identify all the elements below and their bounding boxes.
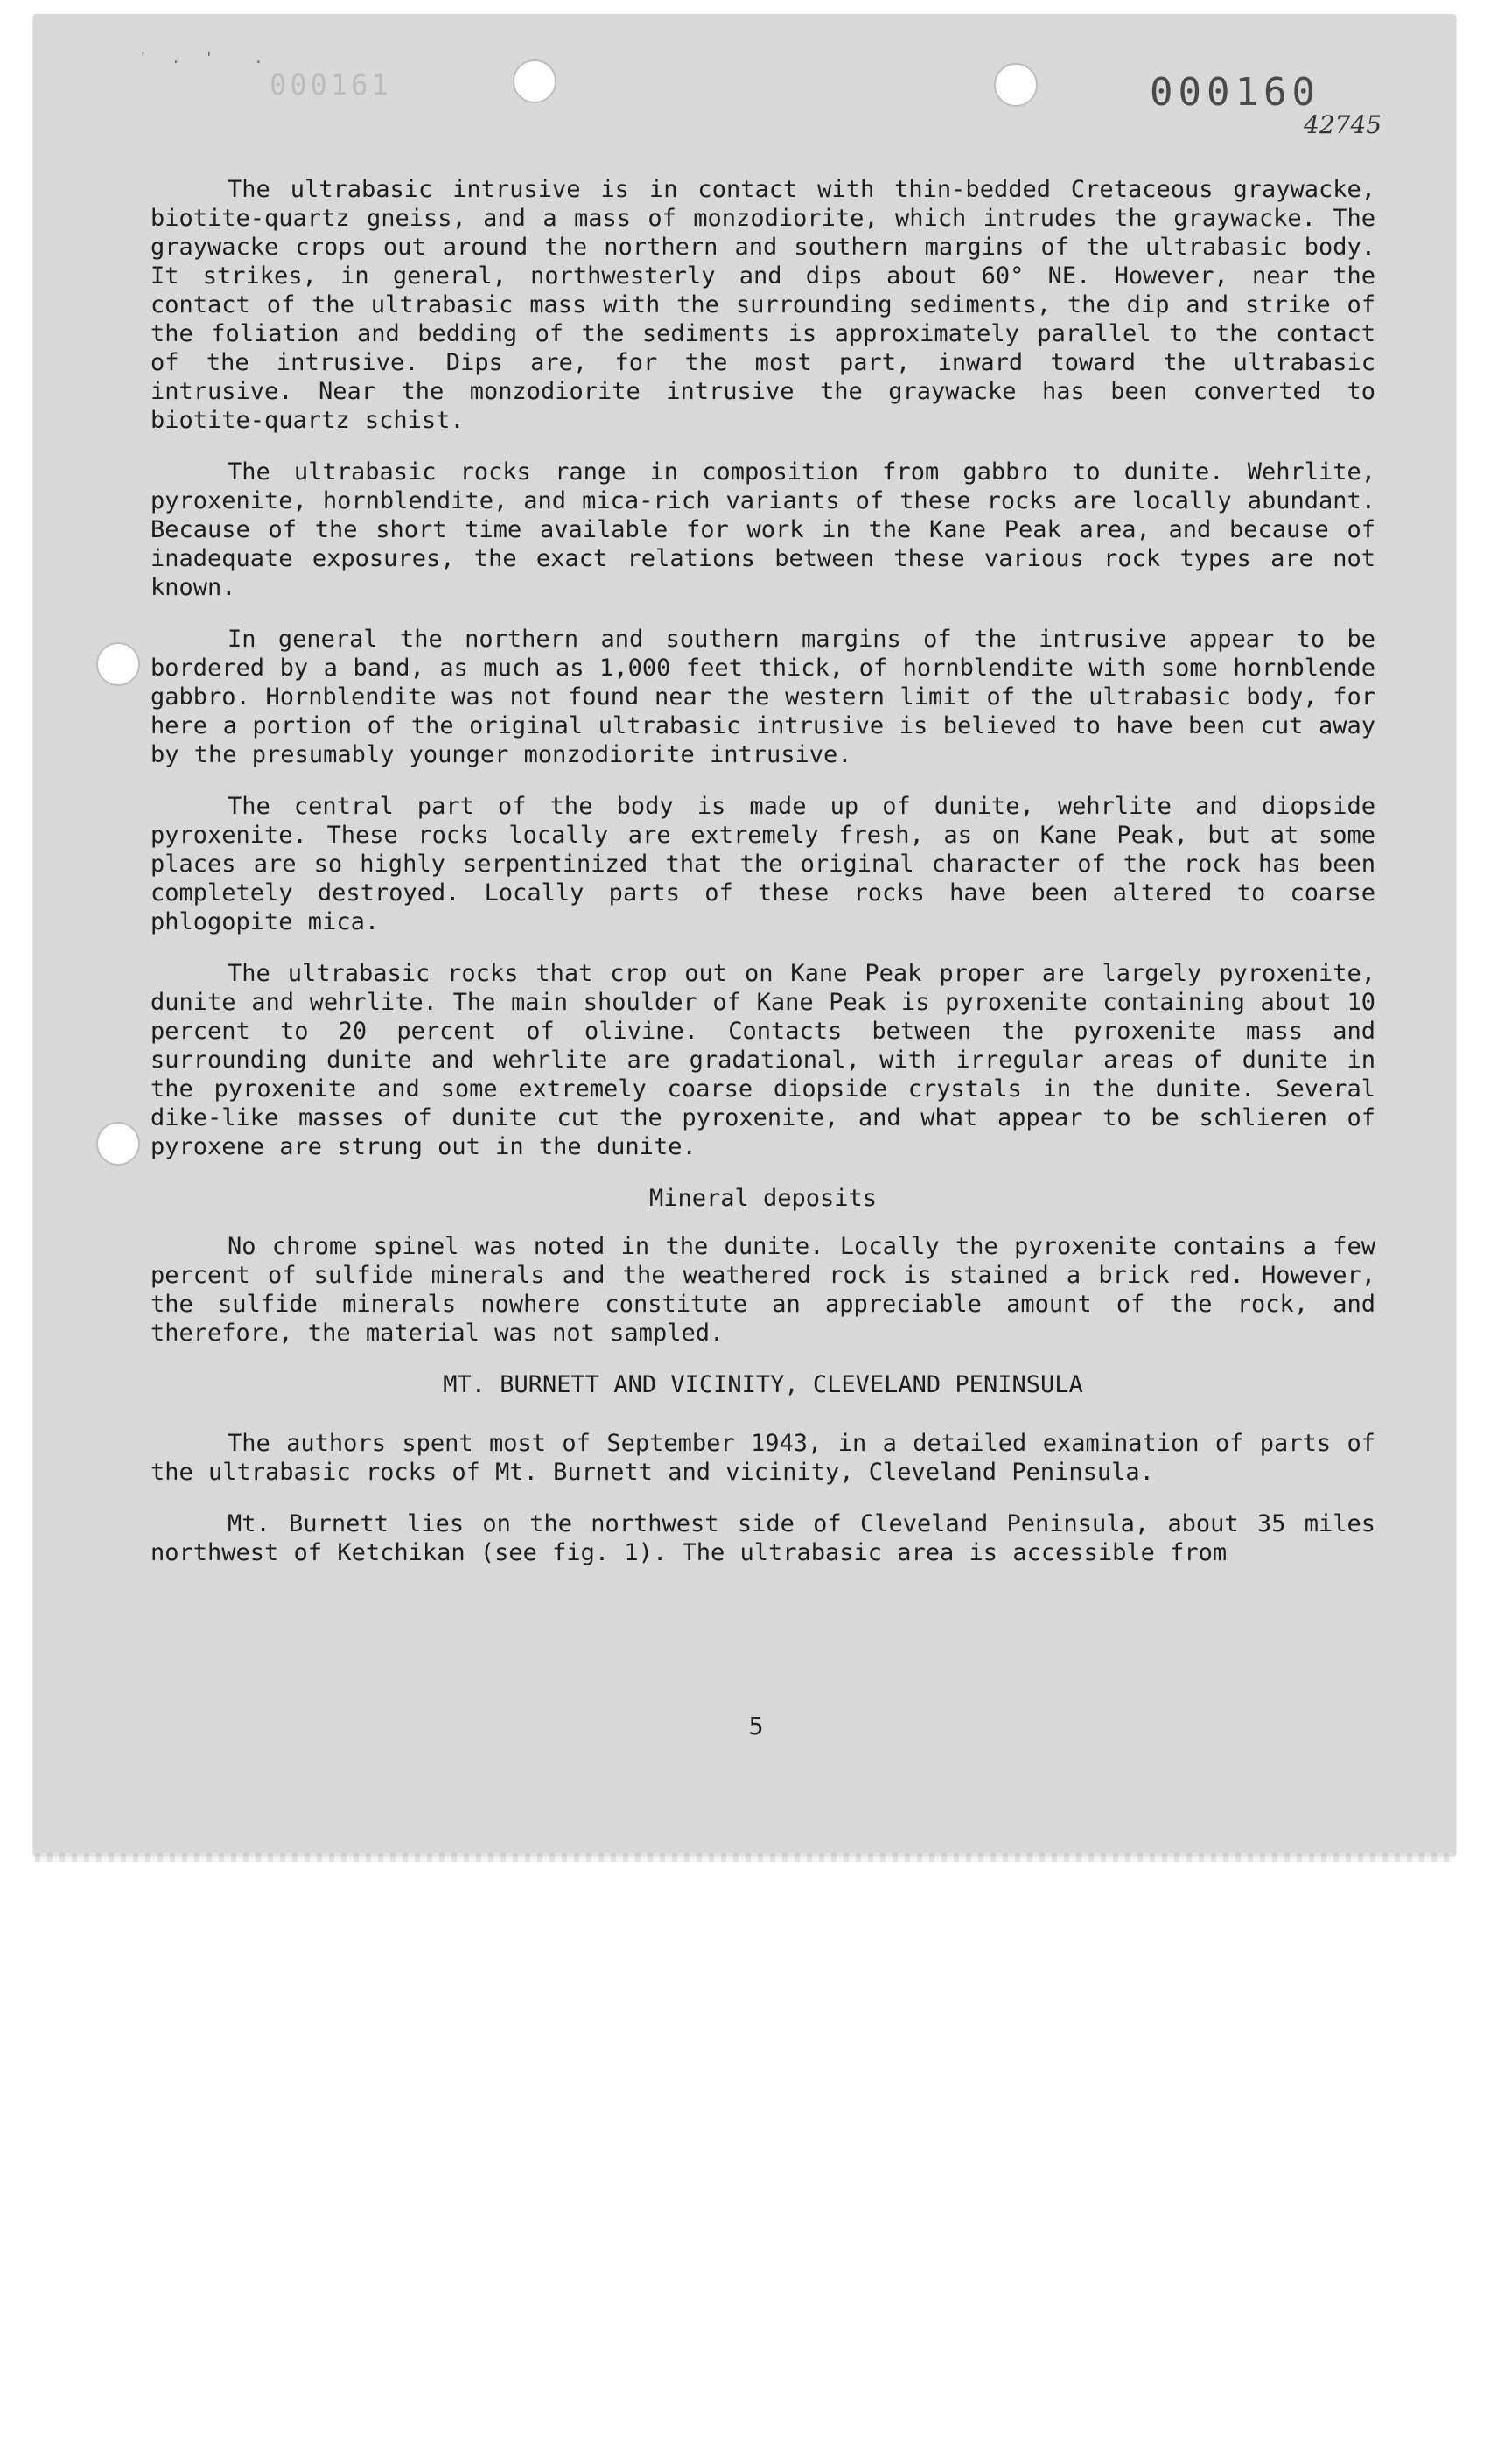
punch-hole-top-right — [994, 63, 1038, 107]
paragraph-location: Mt. Burnett lies on the northwest side of Cleveland Peninsula, about 35 miles northwest of Ketchikan (see fig. 1). The ultrabasic area is accessible from — [150, 1510, 1376, 1566]
paragraph-contact: The ultrabasic intrusive is in contact with thin-bedded Cretaceous graywacke, biotite-quartz gneiss, and a mass of monzodiorite, which intrudes the graywacke. The graywacke crops out around the northern and southern margins of the ultrabasic body. It strikes, in general, northwesterly and dips about 60° NE. However, near the contact of the ultrabasic mass with the surrounding sediments, the dip and strike of the foliation and bedding of the sediments is approximately parallel to the contact of the intrusive. Dips are, for the most part, inward toward the ultrabasic intrusive. Near the monzodiorite intrusive the graywacke has been converted to biotite-quartz schist. — [150, 176, 1376, 434]
paragraph-mineral-deposits: No chrome spinel was noted in the dunite. Locally the pyroxenite contains a few percent of sulfide minerals and the weathered rock is stained a brick red. However, the sulfide minerals nowhere constitute an appreciable amount of the rock, and therefore, the material was not sampled. — [150, 1233, 1376, 1347]
ink-specks: ' . ' . — [138, 49, 270, 67]
paragraph-kane-peak: The ultrabasic rocks that crop out on Kane Peak proper are largely pyroxenite, dunite and wehrlite. The main shoulder of Kane Peak is pyroxenite containing about 10 percent to 20 percent of olivine. Contacts between the pyroxenite mass and surrounding dunite and wehrlite are gradational, with irregular areas of dunite in the pyroxenite and some extremely coarse diopside crystals in the dunite. Several dike-like masses of dunite cut the pyroxenite, and what appear to be schlieren of pyroxene are strung out in the dunite. — [150, 960, 1376, 1160]
document-number: 42745 — [1304, 110, 1382, 139]
stamp-number: 000160 — [1150, 70, 1320, 115]
page-number: 5 — [748, 1712, 764, 1740]
punch-hole-top-left — [513, 60, 556, 103]
heading-mt-burnett: MT. BURNETT AND VICINITY, CLEVELAND PENINSULA — [443, 1371, 1083, 1398]
paragraph-composition: The ultrabasic rocks range in composition from gabbro to dunite. Wehrlite, pyroxenite, hornblendite, and mica-rich variants of these rocks are locally abundant. Because of the short time available for work in the Kane Peak area, and because of inadequate exposures, the exact relations between these various rock types are not known. — [150, 458, 1376, 601]
paragraph-central-part: The central part of the body is made up of dunite, wehrlite and diopside pyroxenite. These rocks locally are extremely fresh, as on Kane Peak, but at some places are so highly serpentinized that the original character of the rock has been completely destroyed. Locally parts of these rocks have been altered to coarse phlogopite mica. — [150, 793, 1376, 935]
bleed-through-stamp: 000161 — [270, 68, 392, 102]
paragraph-margins: In general the northern and southern margins of the intrusive appear to be bordered by a band, as much as 1,000 feet thick, of hornblendite with some hornblende gabbro. Hornblendite was not found near the western limit of the ultrabasic body, for here a portion of the original ultrabasic intrusive is believed to have been cut away by the presumably younger monzodiorite intrusive. — [150, 626, 1376, 768]
punch-hole-middle — [96, 642, 140, 686]
heading-mineral-deposits: Mineral deposits — [648, 1185, 878, 1212]
punch-hole-lower — [96, 1122, 140, 1166]
page-bottom-edge — [35, 1853, 1452, 1862]
page-body — [150, 175, 1376, 1567]
paragraph-authors: The authors spent most of September 1943, in a detailed examination of parts of the ultrabasic rocks of Mt. Burnett and vicinity, Cleveland Peninsula. — [150, 1430, 1376, 1486]
